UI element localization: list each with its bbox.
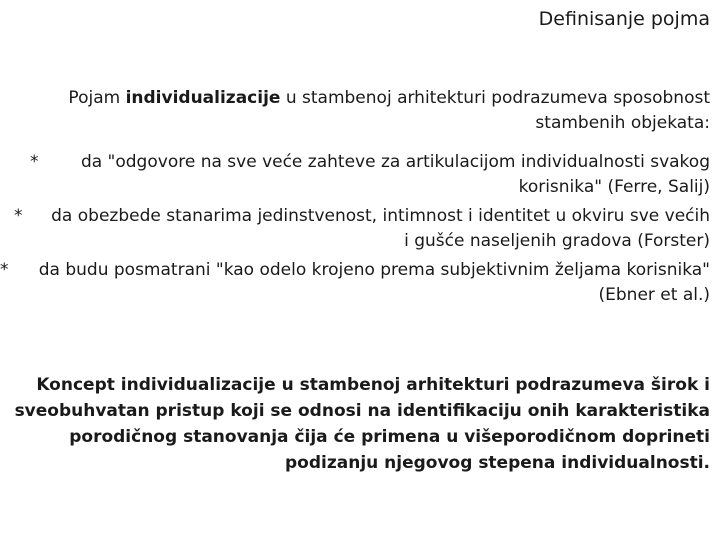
bullet-item: [0, 258, 710, 308]
intro-suffix: u stambenoj arhitekturi podrazumeva sposobnost stambenih objekata:: [280, 88, 710, 133]
bullet-list: [0, 150, 710, 312]
bullet-text: da "odgovore na sve veće zahteve za artikulacijom individualnosti svakog korisnika" (Ferre, Salij): [80, 152, 710, 197]
bullet-marker: *: [14, 206, 23, 226]
bullet-text: da obezbede stanarima jedinstvenost, intimnost i identitet u okviru sve većih i gušće naseljenih gradova (Forster): [51, 206, 710, 251]
intro-paragraph: [10, 86, 710, 136]
concept-paragraph: [10, 372, 710, 476]
intro-prefix: Pojam: [68, 88, 126, 108]
bullet-marker: *: [30, 152, 39, 172]
bullet-marker: *: [0, 260, 9, 280]
bullet-item: [0, 204, 710, 254]
bullet-item: [0, 150, 710, 200]
intro-term: individualizacije: [125, 88, 281, 108]
slide-title: Definisanje pojma: [538, 8, 710, 30]
bullet-text: da budu posmatrani "kao odelo krojeno prema subjektivnim željama korisnika" (Ebner et al.): [38, 260, 710, 305]
concept-text: Koncept individualizacije u stambenoj arhitekturi podrazumeva širok i sveobuhvatan pristup koji se odnosi na identifikaciju onih karakteristika porodičnog stanovanja čija će primena u višeporodičnom doprineti podizanju njegovog stepena individualnosti.: [14, 375, 710, 473]
